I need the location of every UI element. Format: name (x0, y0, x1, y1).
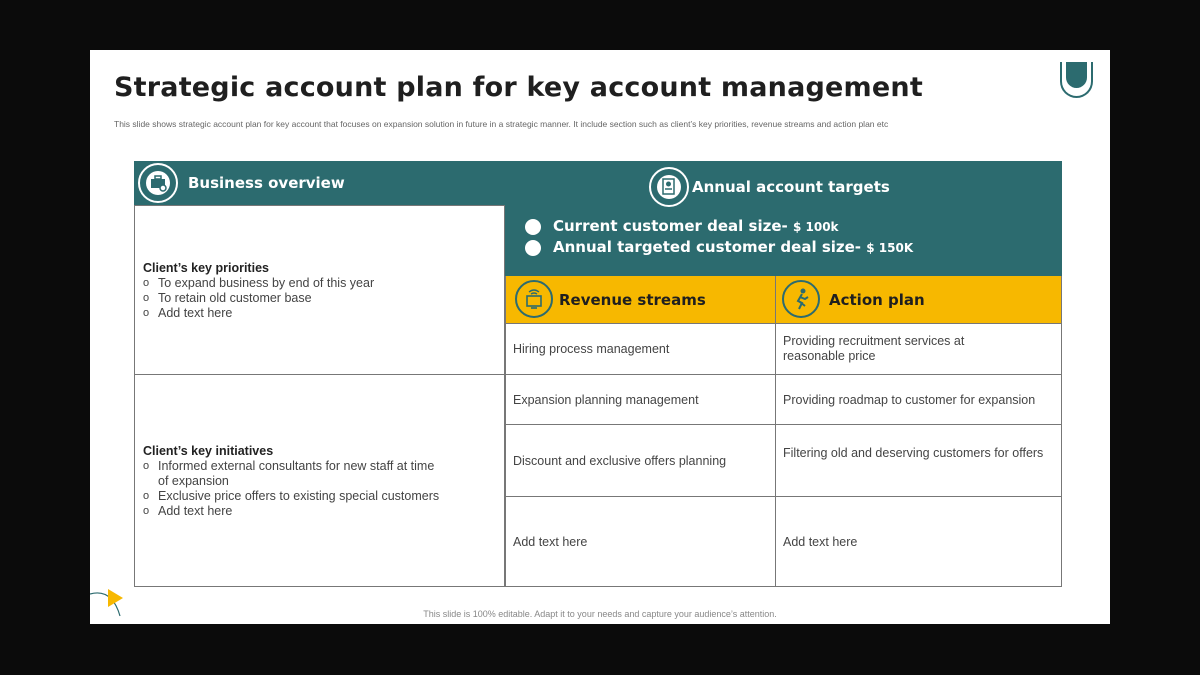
table-row (775, 424, 1062, 497)
revenue-row-text: Expansion planning management (513, 393, 699, 407)
business-overview-header (134, 161, 505, 205)
action-row-text: Providing roadmap to customer for expansion (783, 393, 1036, 407)
target-line-label: Current customer deal size- (553, 217, 788, 235)
table-row (775, 374, 1062, 425)
initiatives-list (143, 459, 443, 519)
running-person-icon (782, 280, 820, 318)
target-document-icon (649, 167, 689, 207)
action-row-text: Add text here (783, 535, 858, 549)
initiatives-cell (134, 374, 505, 587)
annual-targets-panel (505, 161, 1062, 276)
revenue-row-text: Hiring process management (513, 342, 670, 356)
initiatives-block (143, 444, 443, 519)
list-item: o Add text here (143, 504, 443, 519)
list-item: o Informed external consultants for new staff at time of expansion (143, 459, 443, 489)
table-row (505, 424, 776, 497)
action-plan-label: Action plan (829, 291, 925, 309)
action-plan-header (775, 276, 1062, 323)
table-row (505, 496, 776, 587)
list-item: o To expand business by end of this year (143, 276, 493, 291)
action-row-text: Providing recruitment services at reasonable price (783, 334, 965, 363)
briefcase-gear-icon (138, 163, 178, 203)
revenue-streams-header (505, 276, 775, 323)
footer-note: This slide is 100% editable. Adapt it to your needs and capture your audience’s attention. (423, 609, 777, 619)
priorities-list (143, 276, 493, 321)
computer-wifi-icon (515, 280, 553, 318)
list-item: o Add text here (143, 306, 493, 321)
target-line-amount: $ 100k (792, 220, 839, 234)
list-item: o Exclusive price offers to existing special customers (143, 489, 443, 504)
target-line-annual (553, 238, 913, 256)
hand-coin-icon (525, 219, 541, 235)
revenue-row-text: Discount and exclusive offers planning (513, 454, 727, 468)
revenue-row-text: Add text here (513, 535, 588, 549)
target-line-label: Annual targeted customer deal size- (553, 238, 862, 256)
table-row (505, 374, 776, 425)
revenue-streams-label: Revenue streams (559, 291, 706, 309)
target-line-current (553, 217, 839, 235)
target-line-amount: $ 150K (866, 241, 914, 255)
page-title: Strategic account plan for key account management (114, 72, 923, 103)
table-row (505, 323, 776, 375)
annual-targets-label: Annual account targets (692, 178, 890, 196)
slide (90, 50, 1110, 624)
table-row (775, 496, 1062, 587)
logo-shield-icon (1060, 62, 1093, 98)
priorities-title: Client’s key priorities (143, 261, 269, 275)
hand-coin-icon (525, 240, 541, 256)
page-subtitle: This slide shows strategic account plan for key account that focuses on expansion solution in future in a strategic manner. It include section such as client’s key priorities, revenue streams and action plan etc (114, 119, 889, 129)
list-item: o To retain old customer base (143, 291, 493, 306)
business-overview-label: Business overview (188, 174, 345, 192)
table-row (775, 323, 1062, 375)
initiatives-title: Client’s key initiatives (143, 444, 274, 458)
priorities-cell (134, 205, 505, 375)
priorities-block (143, 261, 493, 321)
action-row-text: Filtering old and deserving customers for offers (783, 446, 1044, 460)
